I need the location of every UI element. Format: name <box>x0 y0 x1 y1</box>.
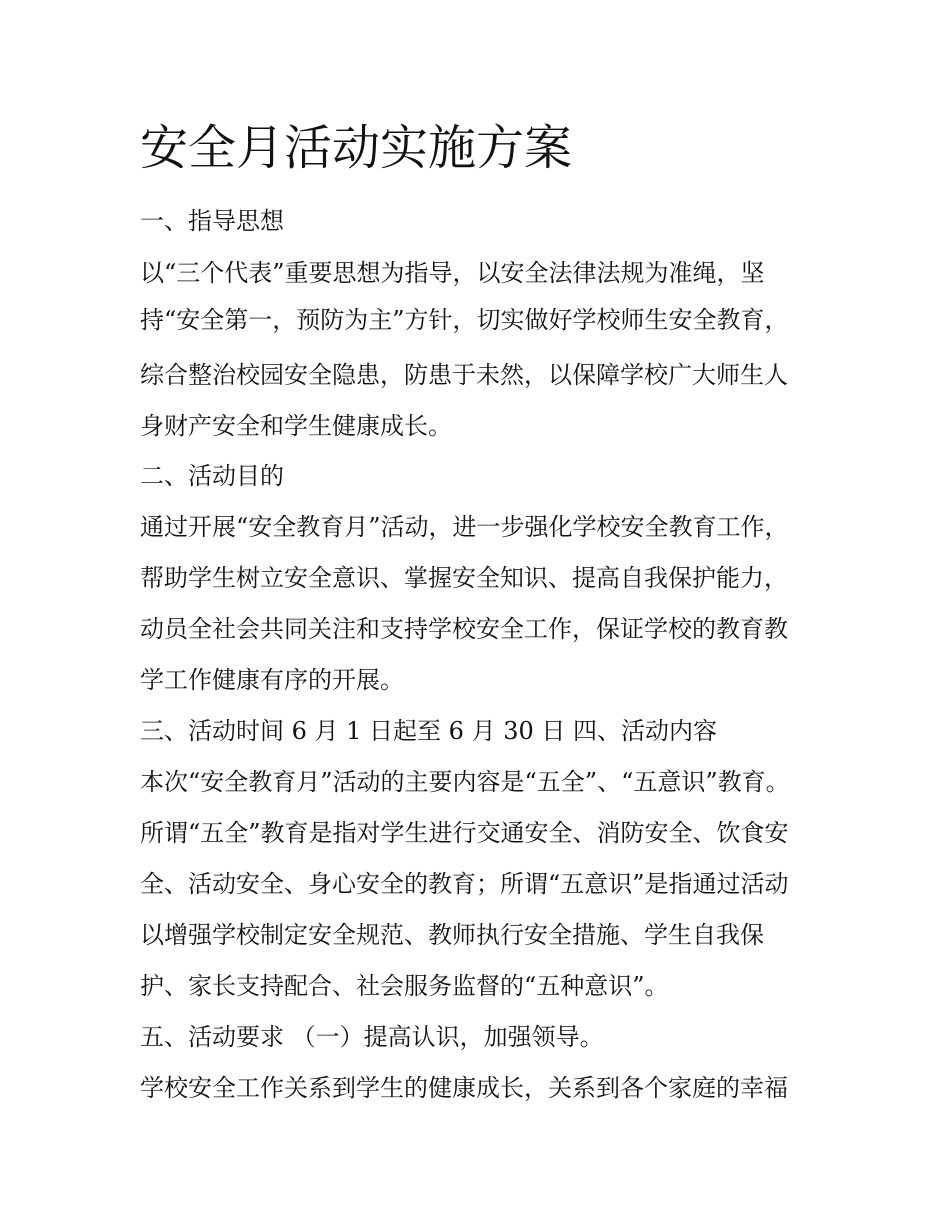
paragraph-line: 本次“安全教育月”活动的主要内容是“五全”、“五意识”教育。 <box>140 768 790 796</box>
paragraph-line: 所谓“五全”教育是指对学生进行交通安全、消防安全、饮食安 <box>140 819 789 847</box>
paragraph-line: 持“安全第一，预防为主”方针，切实做好学校师生安全教育， <box>140 306 789 334</box>
section-heading-guiding-ideology: 一、指导思想 <box>140 207 284 235</box>
paragraph-line: 动员全社会共同关注和支持学校安全工作，保证学校的教育教 <box>140 615 788 643</box>
document-title: 安全月活动实施方案 <box>140 120 573 176</box>
paragraph-line: 学校安全工作关系到学生的健康成长，关系到各个家庭的幸福 <box>140 1074 788 1102</box>
paragraph-line: 帮助学生树立安全意识、掌握安全知识、提高自我保护能力， <box>140 564 788 592</box>
paragraph-line: 以增强学校制定安全规范、教师执行安全措施、学生自我保 <box>140 921 764 949</box>
paragraph-line: 通过开展“安全教育月”活动，进一步强化学校安全教育工作， <box>140 513 789 541</box>
paragraph-line: 全、活动安全、身心安全的教育；所谓“五意识”是指通过活动 <box>140 870 789 898</box>
section-heading-activity-requirements: 五、活动要求 （一）提高认识，加强领导。 <box>140 1023 604 1051</box>
paragraph-line: 综合整治校园安全隐患，防患于未然，以保障学校广大师生人 <box>140 361 788 389</box>
section-heading-activity-purpose: 二、活动目的 <box>140 462 284 490</box>
paragraph-line: 学工作健康有序的开展。 <box>140 666 404 694</box>
paragraph-line: 以“三个代表”重要思想为指导，以安全法律法规为准绳，坚 <box>140 259 765 287</box>
paragraph-line: 身财产安全和学生健康成长。 <box>140 412 452 440</box>
section-heading-activity-time-content: 三、活动时间 6 月 1 日起至 6 月 30 日 四、活动内容 <box>140 717 718 745</box>
paragraph-line: 护、家长支持配合、社会服务监督的“五种意识”。 <box>140 972 669 1000</box>
